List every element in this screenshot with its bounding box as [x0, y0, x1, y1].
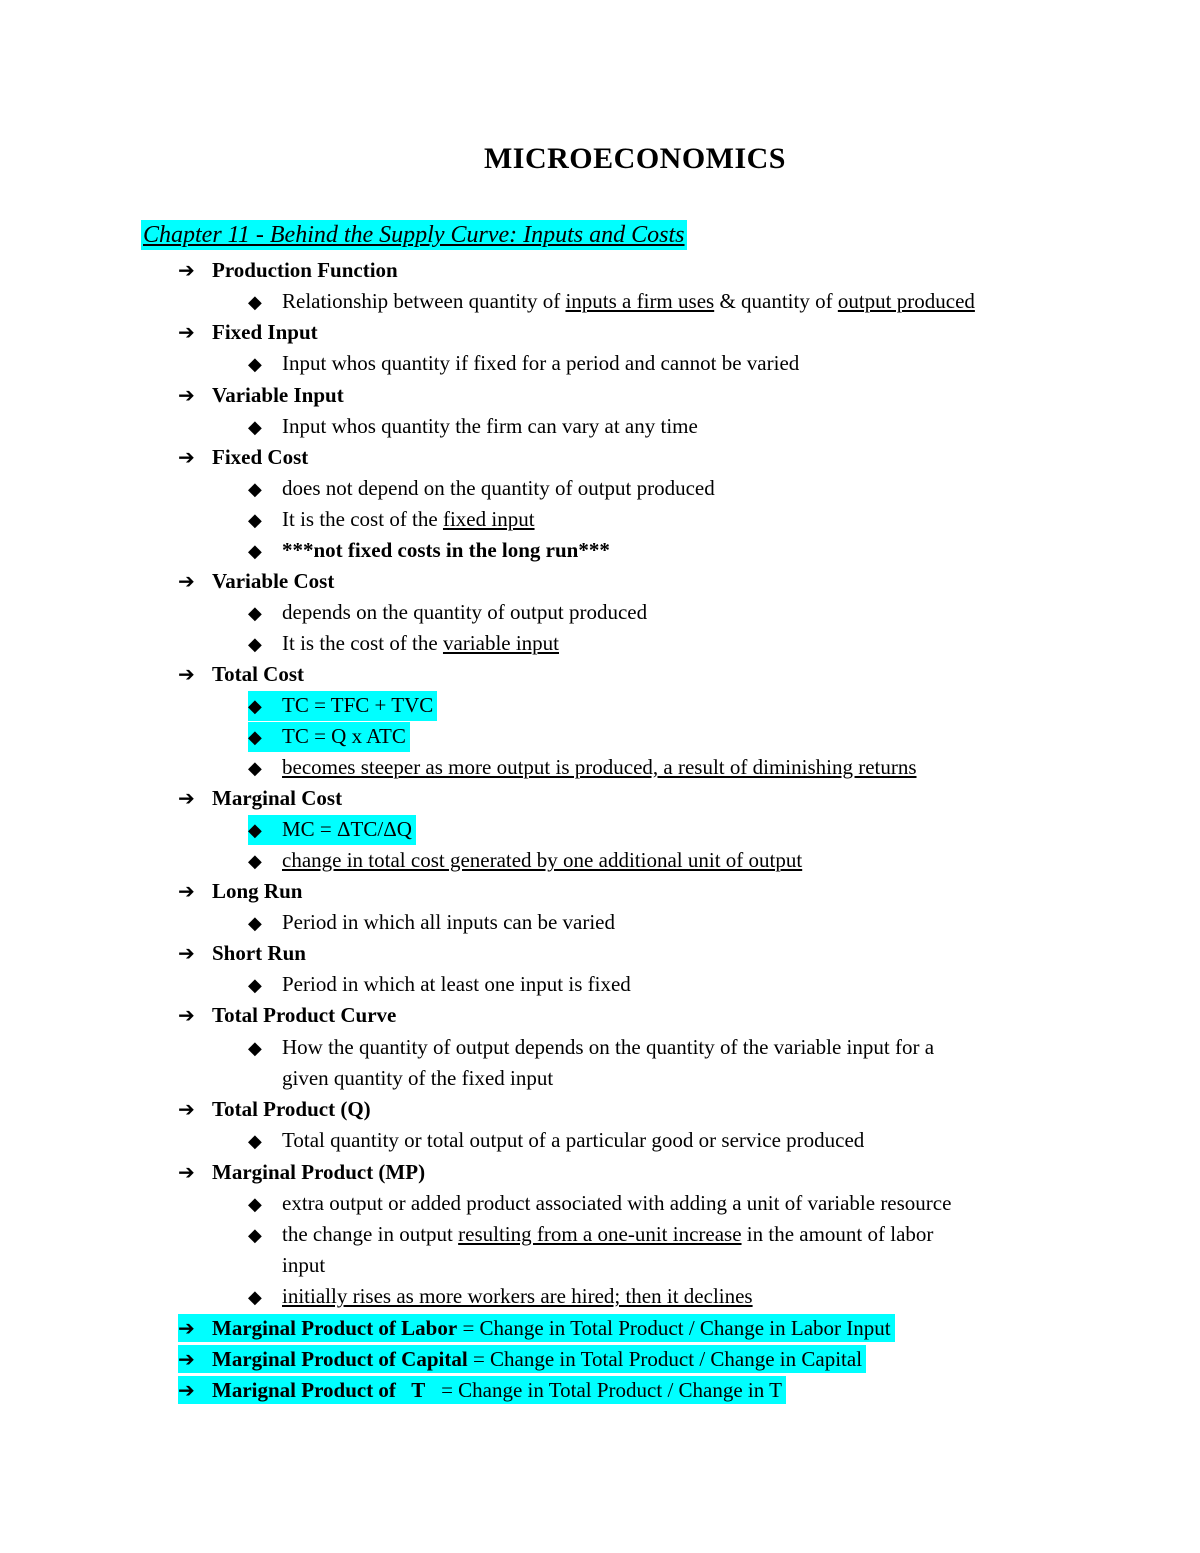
- bullet-text: How the quantity of output depends on the quantity of the variable input for a: [282, 1035, 935, 1059]
- underlined-text: inputs a firm uses: [565, 289, 715, 313]
- underlined-text: change in total cost generated by one additional unit of output: [282, 848, 803, 872]
- diamond-bullet-icon: ◆: [248, 1038, 262, 1059]
- term-heading: Fixed Input: [212, 320, 318, 344]
- formula-text: TC = Q x ATC: [282, 724, 406, 748]
- arrow-icon: ➔: [178, 320, 195, 344]
- bullet: [248, 1220, 933, 1250]
- bullet: [248, 1189, 951, 1219]
- arrow-icon: ➔: [178, 879, 195, 903]
- bullet: [248, 908, 615, 938]
- formula-text: = Change in Total Product / Change in T: [425, 1378, 782, 1402]
- bullet-text: & quantity of: [714, 289, 838, 313]
- bullet: [248, 629, 559, 659]
- arrow-icon: ➔: [178, 1378, 195, 1402]
- term-heading: Marignal Product of T: [212, 1378, 426, 1402]
- term-long-run: [178, 877, 302, 905]
- bullet: [248, 1282, 753, 1312]
- bullet: [248, 412, 698, 442]
- bullet-text: Input whos quantity the firm can vary at any time: [282, 414, 698, 438]
- term-heading: Total Product Curve: [212, 1003, 397, 1027]
- bullet: [248, 287, 975, 317]
- term-short-run: [178, 939, 306, 967]
- term-fixed-input: [178, 318, 318, 346]
- diamond-bullet-icon: ◆: [248, 479, 262, 500]
- arrow-icon: ➔: [178, 445, 195, 469]
- bullet: [248, 536, 610, 566]
- arrow-icon: ➔: [178, 1003, 195, 1027]
- diamond-bullet-icon: ◆: [248, 820, 262, 841]
- formula-text: = Change in Total Product / Change in Labor Input: [457, 1316, 891, 1340]
- arrow-icon: ➔: [178, 1347, 195, 1371]
- term-total-cost: [178, 660, 304, 688]
- diamond-bullet-icon: ◆: [248, 1225, 262, 1246]
- term-heading: Variable Cost: [212, 569, 335, 593]
- term-fixed-cost: [178, 443, 308, 471]
- arrow-icon: ➔: [178, 662, 195, 686]
- bullet: [248, 505, 535, 535]
- diamond-bullet-icon: ◆: [248, 354, 262, 375]
- bullet: [248, 753, 917, 783]
- term-mpk: [178, 1345, 866, 1373]
- formula-text: = Change in Total Product / Change in Capital: [467, 1347, 863, 1371]
- diamond-bullet-icon: ◆: [248, 727, 262, 748]
- formula-text: TC = TFC + TVC: [282, 693, 434, 717]
- bullet-highlighted: [248, 722, 410, 752]
- term-heading: Short Run: [212, 941, 306, 965]
- bullet-text: in the amount of labor: [741, 1222, 934, 1246]
- diamond-bullet-icon: ◆: [248, 603, 262, 624]
- term-heading: Marginal Product of Capital: [212, 1347, 468, 1371]
- bullet-text: It is the cost of the: [282, 631, 443, 655]
- term-variable-input: [178, 381, 344, 409]
- bullet-text-bold: ***not fixed costs in the long run***: [282, 538, 610, 562]
- diamond-bullet-icon: ◆: [248, 292, 262, 313]
- term-heading: Total Cost: [212, 662, 304, 686]
- term-heading: Marginal Product of Labor: [212, 1316, 458, 1340]
- term-heading: Marginal Product (MP): [212, 1160, 426, 1184]
- term-heading: Marginal Cost: [212, 786, 343, 810]
- diamond-bullet-icon: ◆: [248, 510, 262, 531]
- term-mpl: [178, 1314, 895, 1342]
- bullet: [248, 1126, 864, 1156]
- term-total-product-curve: [178, 1001, 396, 1029]
- arrow-icon: ➔: [178, 941, 195, 965]
- underlined-text: becomes steeper as more output is produced, a result of diminishing returns: [282, 755, 917, 779]
- diamond-bullet-icon: ◆: [248, 541, 262, 562]
- chapter-heading: Chapter 11 - Behind the Supply Curve: Inputs and Costs: [143, 222, 685, 248]
- formula-text: MC = ΔTC/ΔQ: [282, 817, 412, 841]
- diamond-bullet-icon: ◆: [248, 913, 262, 934]
- diamond-bullet-icon: ◆: [248, 1131, 262, 1152]
- bullet: [248, 970, 631, 1000]
- bullet-text: the change in output: [282, 1222, 459, 1246]
- bullet-text: depends on the quantity of output produced: [282, 600, 648, 624]
- diamond-bullet-icon: ◆: [248, 851, 262, 872]
- bullet: [248, 474, 715, 504]
- term-heading: Long Run: [212, 879, 303, 903]
- underlined-text: initially rises as more workers are hired; then it declines: [282, 1284, 753, 1308]
- term-variable-cost: [178, 567, 334, 595]
- bullet: [248, 846, 802, 876]
- term-heading: Production Function: [212, 258, 398, 282]
- page-title: MICROECONOMICS: [483, 142, 786, 175]
- term-mpt: [178, 1376, 786, 1404]
- underlined-text: output produced: [837, 289, 975, 313]
- diamond-bullet-icon: ◆: [248, 758, 262, 779]
- arrow-icon: ➔: [178, 1160, 195, 1184]
- bullet-continuation: given quantity of the fixed input: [282, 1066, 554, 1090]
- bullet-text: extra output or added product associated with adding a unit of variable resource: [282, 1191, 952, 1215]
- bullet-text: Relationship between quantity of: [282, 289, 566, 313]
- diamond-bullet-icon: ◆: [248, 634, 262, 655]
- diamond-bullet-icon: ◆: [248, 1194, 262, 1215]
- term-heading: Variable Input: [212, 383, 344, 407]
- term-marginal-product: [178, 1158, 425, 1186]
- term-heading: Total Product (Q): [212, 1097, 371, 1121]
- bullet-text: Period in which at least one input is fixed: [282, 972, 631, 996]
- bullet: [248, 1033, 934, 1063]
- underlined-text: variable input: [442, 631, 560, 655]
- underlined-text: resulting from a one-unit increase: [458, 1222, 742, 1246]
- bullet-highlighted: [248, 691, 437, 721]
- bullet-highlighted: [248, 815, 416, 845]
- bullet-text: It is the cost of the: [282, 507, 443, 531]
- bullet-text: Input whos quantity if fixed for a period and cannot be varied: [282, 351, 800, 375]
- bullet-text: Period in which all inputs can be varied: [282, 910, 615, 934]
- term-marginal-cost: [178, 784, 342, 812]
- arrow-icon: ➔: [178, 786, 195, 810]
- arrow-icon: ➔: [178, 383, 195, 407]
- bullet-text: Total quantity or total output of a particular good or service produced: [282, 1128, 865, 1152]
- diamond-bullet-icon: ◆: [248, 417, 262, 438]
- diamond-bullet-icon: ◆: [248, 696, 262, 717]
- term-total-product: [178, 1095, 371, 1123]
- bullet-text: does not depend on the quantity of output produced: [282, 476, 715, 500]
- diamond-bullet-icon: ◆: [248, 975, 262, 996]
- bullet-continuation: input: [282, 1253, 326, 1277]
- bullet: [248, 349, 799, 379]
- bullet: [248, 598, 647, 628]
- arrow-icon: ➔: [178, 258, 195, 282]
- arrow-icon: ➔: [178, 569, 195, 593]
- term-heading: Fixed Cost: [212, 445, 309, 469]
- underlined-text: fixed input: [442, 507, 535, 531]
- diamond-bullet-icon: ◆: [248, 1287, 262, 1308]
- arrow-icon: ➔: [178, 1316, 195, 1340]
- term-production-function: [178, 256, 398, 284]
- arrow-icon: ➔: [178, 1097, 195, 1121]
